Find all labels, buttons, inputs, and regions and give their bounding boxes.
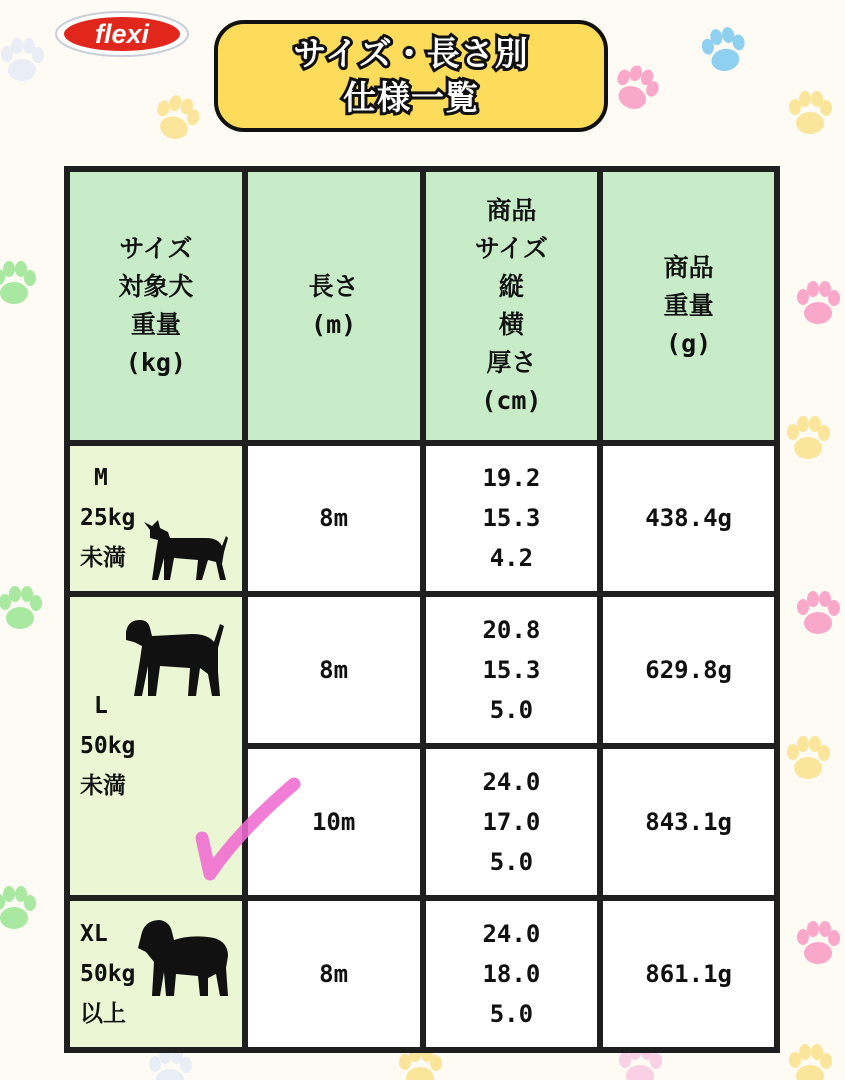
size-label: XL [80, 921, 108, 948]
dim-depth: 5.0 [489, 696, 534, 725]
dim-width: 15.3 [482, 656, 541, 685]
header-size-line: 対象犬 [118, 271, 194, 301]
dim-height: 19.2 [482, 464, 541, 493]
weight-cell: 861.1g [603, 901, 774, 1047]
length-cell: 8m [248, 597, 420, 743]
header-length-line: 長さ [308, 271, 359, 301]
header-dims-line: 商品 [486, 195, 537, 225]
dim-width: 15.3 [482, 504, 541, 533]
dim-width: 18.0 [482, 960, 541, 989]
header-dims-line: サイズ [474, 233, 548, 263]
dim-height: 20.8 [482, 616, 541, 645]
table-header-row [70, 172, 774, 440]
length-cell: 10m [248, 749, 420, 895]
dim-width: 17.0 [482, 808, 541, 837]
header-length-line: (m) [311, 309, 357, 339]
header-size [70, 172, 242, 440]
header-weight [603, 172, 774, 440]
size-cell-xl [70, 901, 242, 1047]
size-weight: 25kg [80, 505, 136, 532]
header-dims [426, 172, 598, 440]
dim-depth: 4.2 [489, 544, 534, 573]
header-dims-line: (cm) [481, 385, 542, 415]
table-row [70, 901, 774, 1047]
header-weight-line: 重量 [663, 290, 714, 320]
size-weight: 50kg [80, 961, 136, 988]
size-label: L [94, 693, 108, 720]
size-qualifier: 未満 [80, 545, 126, 572]
large-dog-silhouette-icon [136, 918, 232, 998]
medium-dog-silhouette-icon [122, 616, 226, 698]
dim-height: 24.0 [482, 768, 541, 797]
dims-cell [426, 446, 598, 592]
size-qualifier: 未満 [80, 773, 126, 800]
page-title [214, 20, 608, 132]
weight-cell: 629.8g [603, 597, 774, 743]
header-dims-line: 横 [498, 309, 524, 339]
length-cell: 8m [248, 446, 420, 592]
flexi-logo-text: flexi [94, 19, 150, 49]
header-size-line: (kg) [125, 347, 186, 377]
header-dims-line: 縦 [498, 271, 524, 301]
dims-cell [426, 597, 598, 743]
header-weight-line: 商品 [663, 252, 714, 282]
weight-cell: 438.4g [603, 446, 774, 592]
title-line-1: サイズ・長さ別 [293, 34, 529, 73]
title-line-2: 仕様一覧 [343, 78, 479, 117]
size-weight: 50kg [80, 733, 136, 760]
size-label: M [94, 465, 108, 492]
spec-table [64, 166, 780, 1053]
dims-cell [426, 901, 598, 1047]
header-size-line: 重量 [130, 309, 181, 339]
check-mark-icon [194, 772, 306, 884]
header-length [248, 172, 420, 440]
table-row [70, 446, 774, 592]
dim-depth: 5.0 [489, 848, 534, 877]
header-size-line: サイズ [119, 233, 193, 263]
size-cell-m [70, 446, 242, 592]
flexi-logo [52, 8, 192, 62]
length-cell: 8m [248, 901, 420, 1047]
table-row [70, 597, 774, 743]
dims-cell [426, 749, 598, 895]
dim-depth: 5.0 [489, 1000, 534, 1029]
size-qualifier: 以上 [80, 1001, 126, 1028]
header-dims-line: 厚さ [486, 347, 537, 377]
small-dog-silhouette-icon [142, 516, 228, 582]
header-weight-line: (g) [666, 328, 712, 358]
weight-cell: 843.1g [603, 749, 774, 895]
dim-height: 24.0 [482, 920, 541, 949]
